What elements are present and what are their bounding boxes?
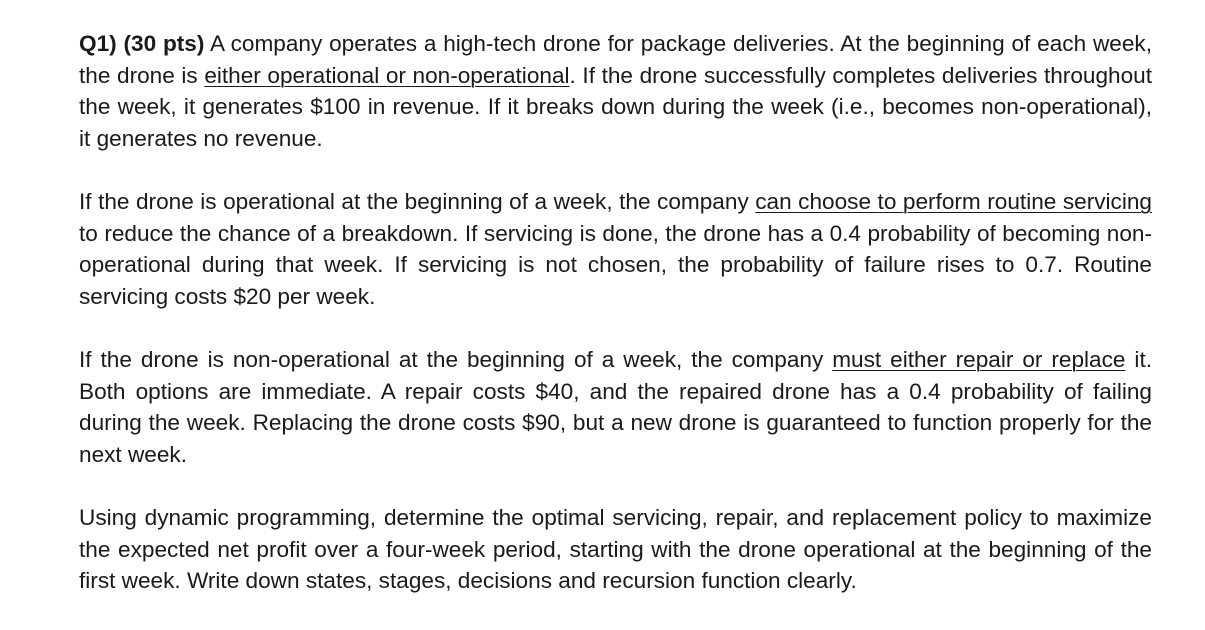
paragraph-intro xyxy=(79,28,1152,154)
question-points: (30 pts) xyxy=(123,31,205,56)
problem-statement xyxy=(79,28,1152,597)
question-number: Q1) xyxy=(79,31,117,56)
intro-underlined-text: either operational or non-operational xyxy=(204,62,570,88)
paragraph-task xyxy=(79,502,1152,597)
repair-underlined-text: must either repair or replace xyxy=(832,347,1126,372)
servicing-text-1: If the drone is operational at the beginning of a week, the company xyxy=(79,189,756,214)
servicing-underlined-text: can choose to perform routine servicing xyxy=(755,189,1152,214)
servicing-text-2: to reduce the chance of a breakdown. If servicing is done, the drone has a 0.4 probability of becoming non-operational during that week. If servicing is not chosen, the probability of failure rises to 0.7. Routine servicing costs $20 per week. xyxy=(79,220,1152,309)
paragraph-servicing xyxy=(79,186,1152,312)
repair-text-2: it. Both options are immediate. A repair costs $40, and the repaired drone has a 0.4 probability of failing during the week. Replacing the drone costs $90, but a new drone is guaranteed to function properly for the next week. xyxy=(79,347,1152,467)
intro-text-1: A company operates a high-tech drone for package deliveries. At the beginning of each week, the drone is xyxy=(79,31,1152,88)
paragraph-repair-replace xyxy=(79,344,1152,470)
task-text: Using dynamic programming, determine the optimal servicing, repair, and replacement policy to maximize the expected net profit over a four-week period, starting with the drone operational at the beginning of the first week. Write down states, stages, decisions and recursion function clearly. xyxy=(79,505,1152,593)
repair-text-1: If the drone is non-operational at the beginning of a week, the company xyxy=(79,347,833,372)
intro-text-2: . If the drone successfully completes deliveries throughout the week, it generates $100 in revenue. If it breaks down during the week (i.e., becomes non-operational), it generates no revenue. xyxy=(79,62,1153,151)
